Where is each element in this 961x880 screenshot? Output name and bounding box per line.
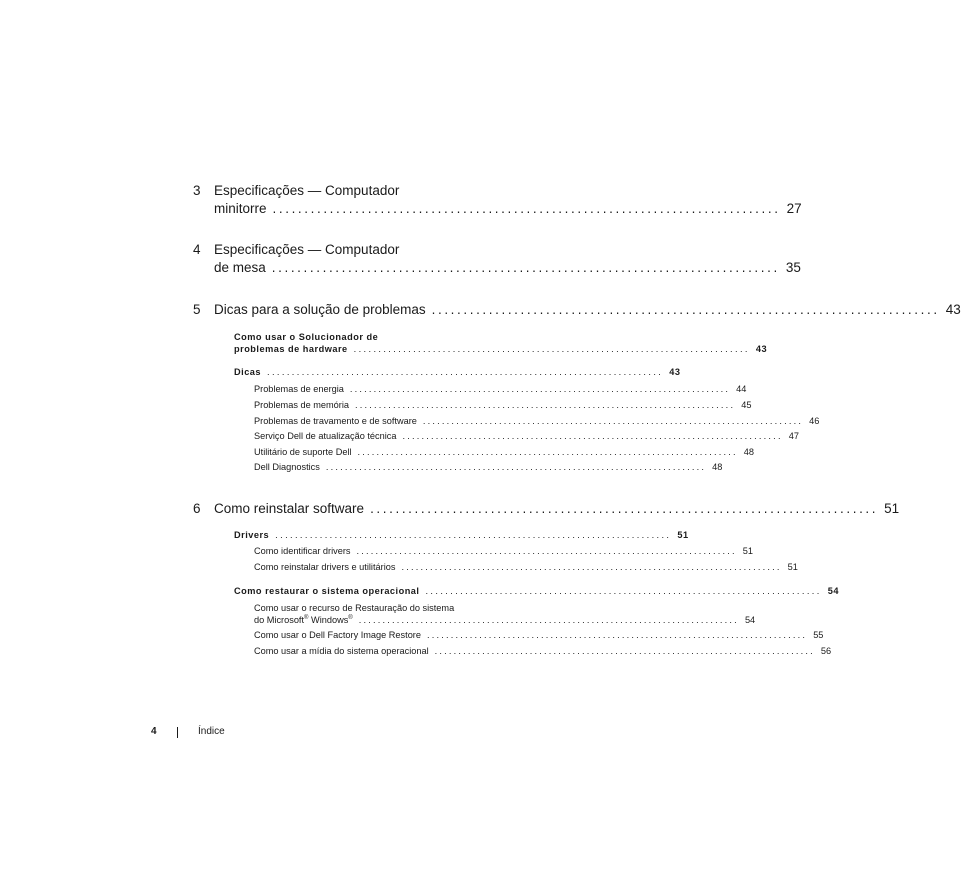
page-number: 46 <box>809 416 820 426</box>
subsection-title-cont <box>254 615 353 625</box>
toc-entry[interactable] <box>254 416 820 426</box>
chapter-number: 3 <box>193 183 201 198</box>
page-number: 43 <box>755 344 768 354</box>
subsection-title: Como reinstalar drivers e utilitários <box>254 562 396 572</box>
footer-page-number: 4 <box>151 726 157 737</box>
subsection-title: Como usar a mídia do sistema operacional <box>254 646 429 656</box>
leader-dots: ................................................................................ <box>358 615 739 625</box>
leader-dots: ................................................................................ <box>275 530 672 540</box>
toc-entry[interactable] <box>214 501 900 516</box>
toc-entry[interactable] <box>254 615 756 625</box>
chapter-title: Especificações — Computador <box>214 242 400 257</box>
page-number: 43 <box>945 302 961 317</box>
subsection-title: Dell Diagnostics <box>254 462 320 472</box>
leader-dots: ................................................................................ <box>370 501 879 516</box>
section-title: Dicas <box>234 367 262 377</box>
page-number: 51 <box>677 530 689 540</box>
leader-dots: ................................................................................ <box>349 384 731 394</box>
footer-section-label: Índice <box>198 726 225 737</box>
page-number: 27 <box>786 201 802 216</box>
page-number: 54 <box>827 586 839 596</box>
page-number: 47 <box>788 431 799 441</box>
page-number: 54 <box>744 615 756 625</box>
section-title: Como restaurar o sistema operacional <box>234 586 420 596</box>
subsection-title: Serviço Dell de atualização técnica <box>254 431 397 441</box>
leader-dots: ................................................................................ <box>271 260 780 275</box>
text-part: Windows <box>308 615 349 625</box>
subsection-title: Como usar o Dell Factory Image Restore <box>254 630 421 640</box>
subsection-title: Utilitário de suporte Dell <box>254 447 352 457</box>
toc-entry[interactable] <box>214 260 801 275</box>
page-number: 35 <box>785 260 801 275</box>
toc-entry[interactable] <box>254 400 752 410</box>
page-number: 56 <box>820 646 832 656</box>
chapter-title: Especificações — Computador <box>214 183 400 198</box>
subsection-title: Como identificar drivers <box>254 546 351 556</box>
leader-dots: ................................................................................ <box>401 562 782 572</box>
subsection-title: Problemas de travamento e de software <box>254 416 417 426</box>
subsection-title: Como usar o recurso de Restauração do sistema <box>254 603 455 613</box>
page-number: 55 <box>813 630 824 640</box>
leader-dots: ................................................................................ <box>356 546 737 556</box>
chapter-number: 5 <box>193 302 201 317</box>
subsection-title: Problemas de memória <box>254 400 349 410</box>
page-number: 51 <box>884 501 900 516</box>
section-title: Drivers <box>234 530 270 540</box>
toc-entry[interactable] <box>254 431 799 441</box>
toc-entry[interactable] <box>234 530 689 540</box>
page-number: 48 <box>743 447 754 457</box>
leader-dots: ................................................................................ <box>267 367 664 377</box>
page-number: 43 <box>669 367 681 377</box>
toc-entry[interactable] <box>234 344 768 354</box>
leader-dots: ................................................................................ <box>325 462 707 472</box>
chapter-title-cont: de mesa <box>214 260 266 275</box>
toc-entry[interactable] <box>254 447 754 457</box>
text-part: do Microsoft <box>254 615 305 625</box>
toc-entry[interactable] <box>254 546 753 556</box>
page-number: 51 <box>787 562 798 572</box>
chapter-title-cont: minitorre <box>214 201 267 216</box>
leader-dots: ................................................................................ <box>402 431 783 441</box>
leader-dots: ................................................................................ <box>431 302 940 317</box>
chapter-number: 6 <box>193 501 201 516</box>
leader-dots: ................................................................................ <box>426 630 808 640</box>
toc-entry[interactable] <box>254 562 798 572</box>
page-number: 51 <box>742 546 753 556</box>
subsection-title: Problemas de energia <box>254 384 344 394</box>
leader-dots: ................................................................................ <box>425 586 822 596</box>
toc-entry[interactable] <box>234 586 839 596</box>
toc-entry[interactable] <box>254 462 723 472</box>
page-number: 48 <box>712 462 723 472</box>
leader-dots: ................................................................................ <box>354 400 736 410</box>
toc-entry[interactable] <box>234 367 681 377</box>
leader-dots: ................................................................................ <box>357 447 738 457</box>
toc-entry[interactable] <box>214 302 961 317</box>
toc-entry[interactable] <box>254 384 747 394</box>
toc-entry[interactable] <box>214 201 802 216</box>
section-title-cont: problemas de hardware <box>234 344 348 354</box>
toc-entry[interactable] <box>254 630 824 640</box>
registered-mark: ® <box>348 615 353 621</box>
footer-divider <box>177 727 178 738</box>
registered-mark: ® <box>304 615 309 621</box>
page-number: 44 <box>736 384 747 394</box>
section-title: Como usar o Solucionador de <box>234 332 379 342</box>
page-number: 45 <box>741 400 752 410</box>
chapter-number: 4 <box>193 242 201 257</box>
toc-entry[interactable] <box>254 646 832 656</box>
leader-dots: ................................................................................ <box>422 416 804 426</box>
leader-dots: ................................................................................ <box>272 201 781 216</box>
leader-dots: ................................................................................ <box>434 646 815 656</box>
chapter-title: Dicas para a solução de problemas <box>214 302 426 317</box>
leader-dots: ................................................................................ <box>353 344 750 354</box>
chapter-title: Como reinstalar software <box>214 501 365 516</box>
